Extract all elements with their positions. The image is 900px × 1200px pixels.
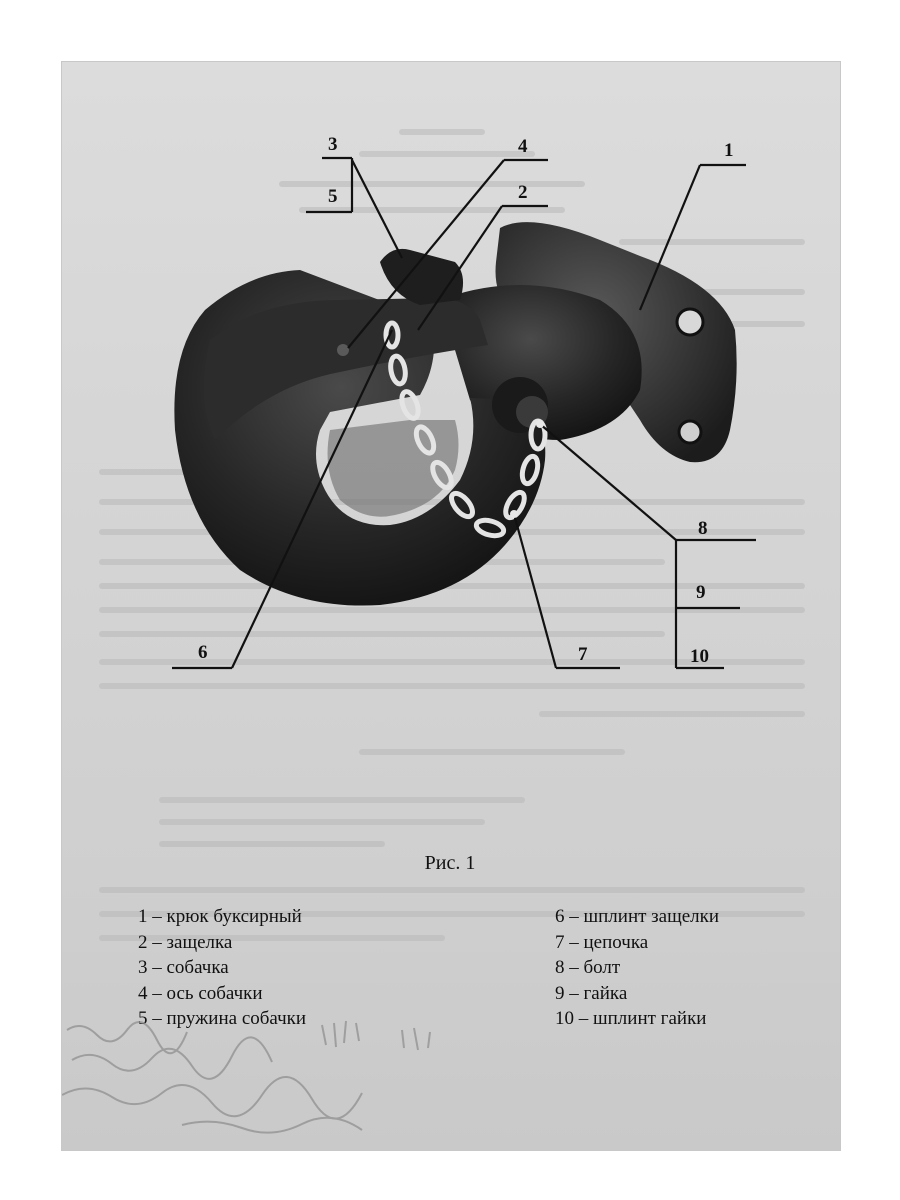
- callout-8: 8: [698, 518, 708, 539]
- callout-4: 4: [518, 136, 528, 157]
- legend-item: 5 – пружина собачки: [138, 1008, 307, 1030]
- legend-item: 2 – защелка: [138, 931, 233, 953]
- ink-smudge: [62, 1010, 840, 1150]
- chain-marker: [510, 510, 518, 518]
- figure-caption: Рис. 1: [424, 852, 476, 874]
- callout-9: 9: [696, 582, 706, 603]
- legend-item: 1 – крюк буксирный: [138, 906, 302, 927]
- legend-item: 9 – гайка: [555, 982, 628, 1004]
- legend-item: 10 – шплинт гайки: [555, 1008, 707, 1030]
- legend-item: 6 – шплинт защелки: [555, 906, 720, 927]
- legend-item: 8 – болт: [555, 957, 621, 979]
- callout-3: 3: [328, 134, 338, 155]
- legend-item: 3 – собачка: [138, 957, 229, 979]
- callout-10: 10: [690, 646, 709, 667]
- callout-6: 6: [198, 642, 208, 663]
- callout-2: 2: [518, 182, 528, 203]
- legend-item: 7 – цепочка: [555, 931, 649, 953]
- callout-5: 5: [328, 186, 338, 207]
- bolt-marker: [536, 420, 544, 428]
- callout-7: 7: [578, 644, 588, 665]
- callout-1: 1: [724, 140, 734, 161]
- legend-item: 4 – ось собачки: [138, 982, 263, 1004]
